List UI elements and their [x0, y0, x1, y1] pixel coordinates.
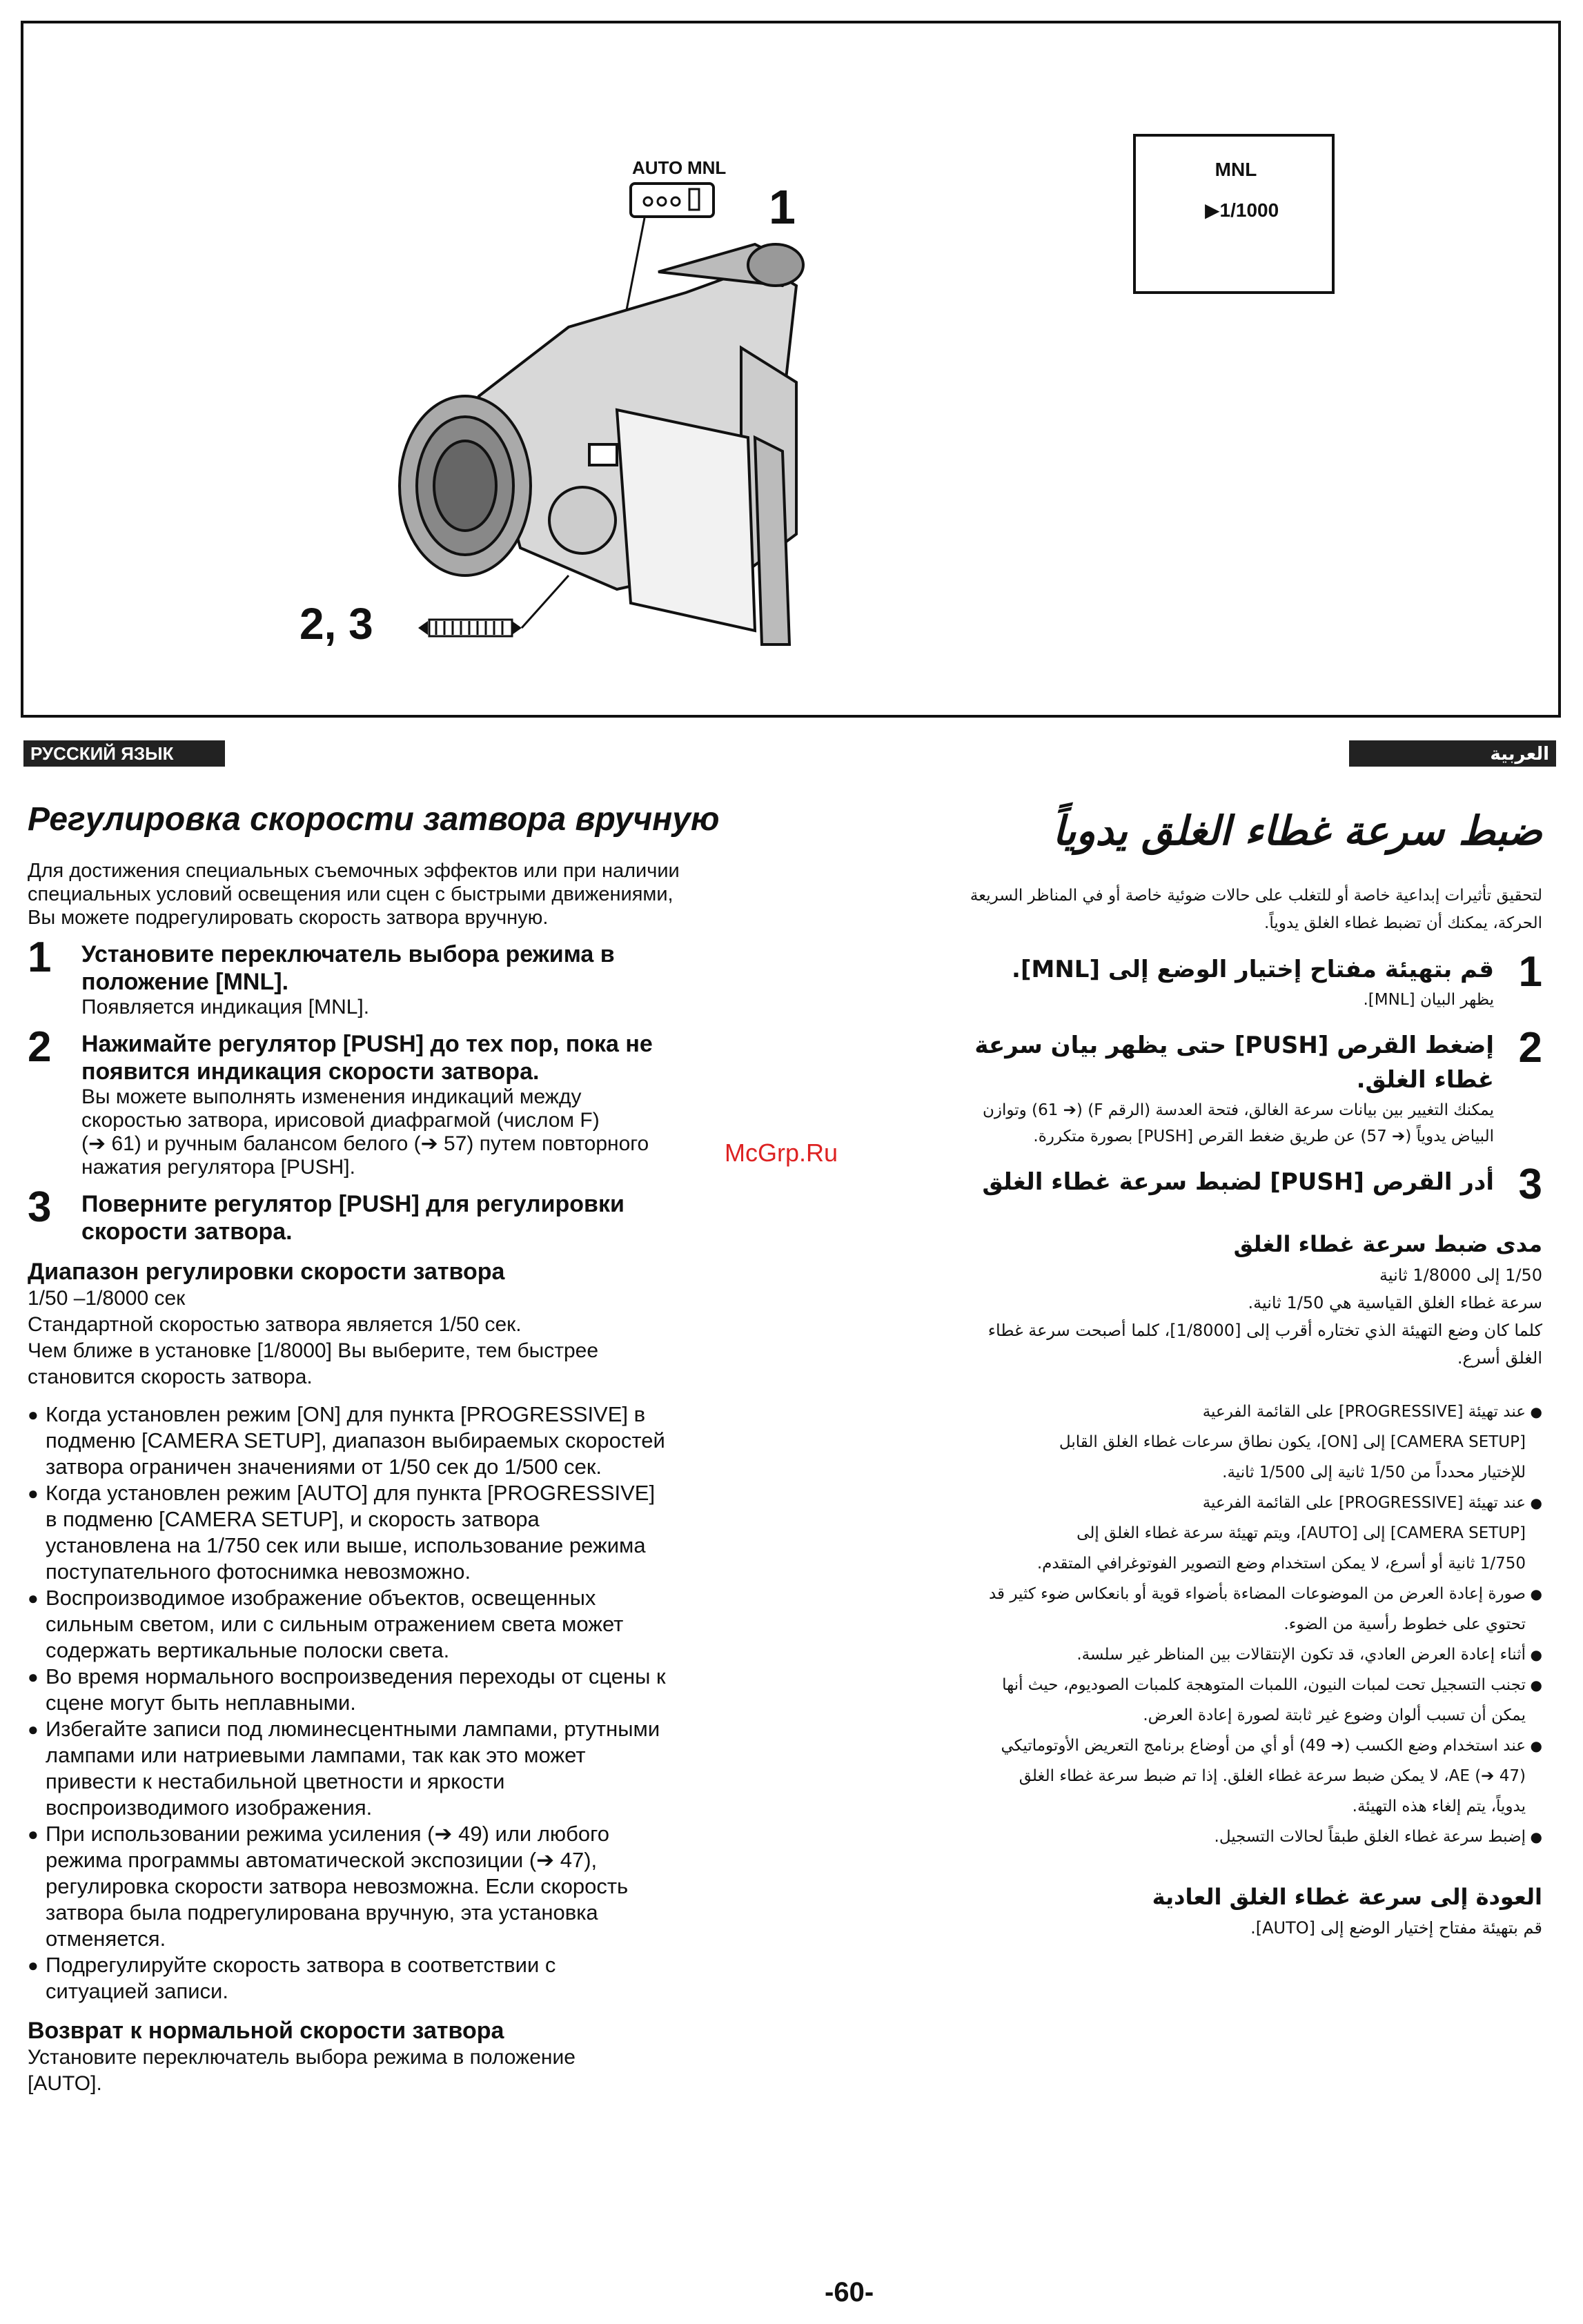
ar-note-item — [873, 1579, 1542, 1639]
lcd-shutter-speed: ▶1/1000 — [1205, 199, 1279, 221]
step-heading-line: Нажимайте регулятор [PUSH] до тех пор, пока не — [81, 1031, 653, 1057]
note-line: в подменю [CAMERA SETUP], и скорость затвора — [46, 1507, 540, 1531]
note-line: AE (➔ 47)، لا يمكن ضبط سرعة غطاء الغلق. إذا تم ضبط سرعة غطاء الغلق — [1019, 1767, 1526, 1785]
switch-auto-label: AUTO — [632, 157, 683, 178]
note-line: сцене могут быть неплавными. — [46, 1691, 356, 1715]
note-line: يمكن أن تسبب ألوان وضوع غير ثابتة لصورة إعادة العرض. — [1143, 1706, 1526, 1724]
step-detail-line: Вы можете выполнять изменения индикаций между — [81, 1085, 582, 1108]
note-line: режима программы автоматической экспозиции (➔ 47), — [46, 1848, 598, 1872]
ru-range-line: Чем ближе в установке [1/8000] Вы выберите, тем быстрее — [28, 1339, 599, 1362]
note-line: إضبط سرعة غطاء الغلق طبقاً لحالات التسجيل. — [1214, 1828, 1526, 1846]
ar-note-item — [873, 1397, 1542, 1488]
step-number: 3 — [28, 1183, 52, 1231]
ru-range-heading: Диапазон регулировки скорости затвора — [28, 1259, 505, 1285]
lcd-mode-indicator: MNL — [1215, 159, 1257, 180]
ar-note-item — [873, 1639, 1542, 1670]
note-line: регулировка скорости затвора невозможна. Если скорость — [46, 1874, 629, 1898]
arabic-language-bar: العربية — [1349, 740, 1556, 767]
ru-range-line: 1/50 –1/8000 сек — [28, 1287, 186, 1310]
note-line: отменяется. — [46, 1927, 166, 1951]
ar-note-item — [873, 1670, 1542, 1731]
ru-note-item — [28, 1664, 821, 1716]
step-heading-line: Установите переключатель выбора режима в — [81, 941, 615, 967]
ar-step-1 — [873, 948, 1542, 1013]
arabic-column — [873, 807, 1542, 1942]
ru-step-2 — [28, 1023, 821, 1179]
ar-range-line: كلما كان وضع التهيئة الذي تختاره أقرب إلى [1/8000]، كلما أصبحت سرعة غطاء — [987, 1321, 1542, 1340]
note-line: Когда установлен режим [ON] для пункта [PROGRESSIVE] в — [46, 1402, 646, 1426]
callout-2-3: 2, 3 — [299, 599, 373, 649]
ar-range-line: 1/50 إلى 1/8000 ثانية — [1379, 1266, 1542, 1285]
ar-note-item — [873, 1822, 1542, 1852]
note-line: للإختيار محدداً من 1/50 ثانية إلى 1/500 ثانية. — [1222, 1464, 1526, 1481]
note-line: затвора была подрегулирована вручную, эта установка — [46, 1900, 598, 1924]
ar-note-item — [873, 1731, 1542, 1822]
lcd-display — [1133, 134, 1335, 294]
note-line: Воспроизводимое изображение объектов, освещенных — [46, 1586, 596, 1610]
note-line: عند استخدام وضع الكسب (➔ 49) أو أي من أوضاع برنامج التعريض الأوتوماتيكي — [1001, 1737, 1526, 1755]
ar-page-title: ضبط سرعة غطاء الغلق يدوياً — [1052, 807, 1542, 854]
note-line: تجنب التسجيل تحت لمبات النيون، اللمبات المتوهجة كلمبات الصوديوم، حيث أنها — [1002, 1676, 1526, 1694]
page-number: -60- — [825, 2277, 874, 2307]
note-line: сильным светом, или с сильным отражением света может — [46, 1612, 624, 1636]
ar-range-line: سرعة غطاء الغلق القياسية هي 1/50 ثانية. — [1248, 1293, 1542, 1312]
note-line: 1/750 ثانية أو أسرع، لا يمكن استخدام وضع التصوير الفوتوغرافي المتقدم. — [1036, 1555, 1526, 1573]
camera-illustration-frame — [21, 21, 1561, 718]
watermark-text: McGrp.Ru — [725, 1139, 838, 1167]
ar-return-line: قم بتهيئة مفتاح إختيار الوضع إلى [AUTO]. — [1250, 1918, 1542, 1938]
step-detail-line: يظهر البيان [MNL]. — [1363, 991, 1494, 1009]
ar-step-3 — [873, 1161, 1542, 1208]
note-line: привести к нестабильной цветности и яркости — [46, 1769, 505, 1793]
step-detail-line: يمكنك التغيير بين بيانات سرعة الغالق، فتحة العدسة (الرقم F) (➔ 61) وتوازن — [983, 1101, 1494, 1119]
ru-note-item — [28, 1952, 821, 2005]
ar-intro-line: الحركة، يمكنك أن تضبط غطاء الغلق يدوياً. — [1264, 914, 1542, 932]
step-heading-line: скорости затвора. — [81, 1219, 293, 1245]
ar-notes-list — [873, 1397, 1542, 1852]
step-heading-line: أدر القرص [PUSH] لضبط سرعة غطاء الغلق — [982, 1168, 1494, 1196]
ru-step-3 — [28, 1183, 821, 1245]
note-line: Избегайте записи под люминесцентными лампами, ртутными — [46, 1717, 660, 1741]
step-detail-line: нажатия регулятора [PUSH]. — [81, 1156, 355, 1179]
ru-range-line: Стандартной скоростью затвора является 1/50 сек. — [28, 1313, 522, 1336]
ar-intro-line: لتحقيق تأثيرات إبداعية خاصة أو للتغلب على حالات ضوئية خاصة أو في المناظر السريعة — [970, 887, 1542, 905]
note-line: ситуацией записи. — [46, 1979, 228, 2003]
note-line: عند تهيئة [PROGRESSIVE] على القائمة الفرعية — [1202, 1403, 1526, 1421]
note-line: Когда установлен режим [AUTO] для пункта [PROGRESSIVE] — [46, 1481, 656, 1505]
step-number: 2 — [28, 1023, 52, 1071]
step-number: 1 — [1518, 948, 1542, 996]
note-line: أثناء إعادة العرض العادي، قد تكون الإنتقالات بين المناظر غير سلسة. — [1076, 1646, 1526, 1664]
russian-column — [28, 800, 821, 2097]
ru-page-title: Регулировка скорости затвора вручную — [28, 801, 720, 838]
ar-step-2 — [873, 1024, 1542, 1150]
step-heading-line: قم بتهيئة مفتاح إختيار الوضع إلى [MNL]. — [1012, 956, 1494, 983]
step-number: 1 — [28, 934, 52, 981]
push-dial-icon — [418, 575, 569, 636]
step-heading-line: положение [MNL]. — [81, 969, 289, 995]
note-line: затвора ограничен значениями от 1/50 сек до 1/500 сек. — [46, 1455, 602, 1479]
ru-return-line: Установите переключатель выбора режима в положение — [28, 2046, 576, 2069]
ru-return-heading: Возврат к нормальной скорости затвора — [28, 2018, 504, 2044]
step-heading-line: Поверните регулятор [PUSH] для регулировки — [81, 1191, 625, 1217]
note-line: содержать вертикальные полоски света. — [46, 1638, 450, 1662]
note-line: воспроизводимого изображения. — [46, 1795, 373, 1820]
note-line: يدوياً، يتم إلغاء هذه التهيئة. — [1352, 1798, 1526, 1815]
ru-intro-line: специальных условий освещения или сцен с быстрыми движениями, — [28, 883, 673, 905]
note-line: При использовании режима усиления (➔ 49) или любого — [46, 1822, 610, 1846]
ru-note-item — [28, 1585, 821, 1664]
note-line: [CAMERA SETUP] إلى [AUTO]، ويتم تهيئة سرعة غطاء الغلق إلى — [1076, 1524, 1526, 1542]
note-line: лампами или натриевыми лампами, так как это может — [46, 1743, 586, 1767]
ru-note-item — [28, 1716, 821, 1821]
note-line: تحتوي على خطوط رأسية من الضوء. — [1284, 1615, 1526, 1633]
note-line: Подрегулируйте скорость затвора в соответствии с — [46, 1953, 556, 1977]
ar-return-heading: العودة إلى سرعة غطاء الغلق العادية — [1152, 1884, 1542, 1910]
ru-range-line: становится скорость затвора. — [28, 1366, 313, 1388]
step-detail-line: البياض يدوياً (➔ 57) عن طريق ضغط القرص [PUSH] بصورة متكررة. — [1033, 1127, 1494, 1145]
ru-return-line: [AUTO]. — [28, 2072, 102, 2095]
ar-note-item — [873, 1488, 1542, 1579]
step-number: 3 — [1518, 1161, 1542, 1208]
ru-step-1 — [28, 934, 821, 1019]
step-detail-line: (➔ 61) и ручным балансом белого (➔ 57) путем повторного — [81, 1132, 649, 1155]
note-line: установлена на 1/750 сек или выше, использование режима — [46, 1533, 646, 1557]
step-heading-line: появится индикация скорости затвора. — [81, 1058, 540, 1085]
camera-illustration — [23, 23, 1564, 720]
step-detail-line: Появляется индикация [MNL]. — [81, 996, 370, 1018]
russian-language-bar: РУССКИЙ ЯЗЫК — [23, 740, 225, 767]
note-line: صورة إعادة العرض من الموضوعات المضاءة بأضواء قوية أو بانعكاس ضوء كثير قد — [988, 1585, 1526, 1603]
step-heading-line: إضغط القرص [PUSH] حتى يظهر بيان سرعة — [974, 1032, 1494, 1059]
ru-notes-list — [28, 1401, 821, 2005]
ru-note-item — [28, 1821, 821, 1952]
note-line: поступательного фотоснимка невозможно. — [46, 1559, 471, 1584]
step-detail-line: скоростью затвора, ирисовой диафрагмой (числом F) — [81, 1109, 600, 1132]
note-line: подменю [CAMERA SETUP], диапазон выбираемых скоростей — [46, 1428, 665, 1452]
note-line: عند تهيئة [PROGRESSIVE] على القائمة الفرعية — [1202, 1494, 1526, 1512]
callout-1: 1 — [769, 180, 796, 234]
note-line: Во время нормального воспроизведения переходы от сцены к — [46, 1664, 666, 1688]
camcorder-icon — [400, 244, 803, 644]
step-heading-line: غطاء الغلق. — [1356, 1066, 1494, 1094]
ru-intro-line: Вы можете подрегулировать скорость затвора вручную. — [28, 907, 549, 929]
ru-intro-line: Для достижения специальных съемочных эффектов или при наличии — [28, 860, 680, 882]
ar-range-heading: مدى ضبط سرعة غطاء الغلق — [1233, 1231, 1542, 1257]
step-number: 2 — [1518, 1024, 1542, 1072]
note-line: [CAMERA SETUP] إلى [ON]، يكون نطاق سرعات غطاء الغلق القابل — [1059, 1433, 1526, 1451]
mode-switch-icon — [631, 184, 714, 217]
switch-mnl-label: MNL — [687, 157, 727, 178]
ar-range-line: الغلق أسرع. — [1457, 1348, 1542, 1368]
ru-note-item — [28, 1401, 821, 1480]
ru-note-item — [28, 1480, 821, 1585]
